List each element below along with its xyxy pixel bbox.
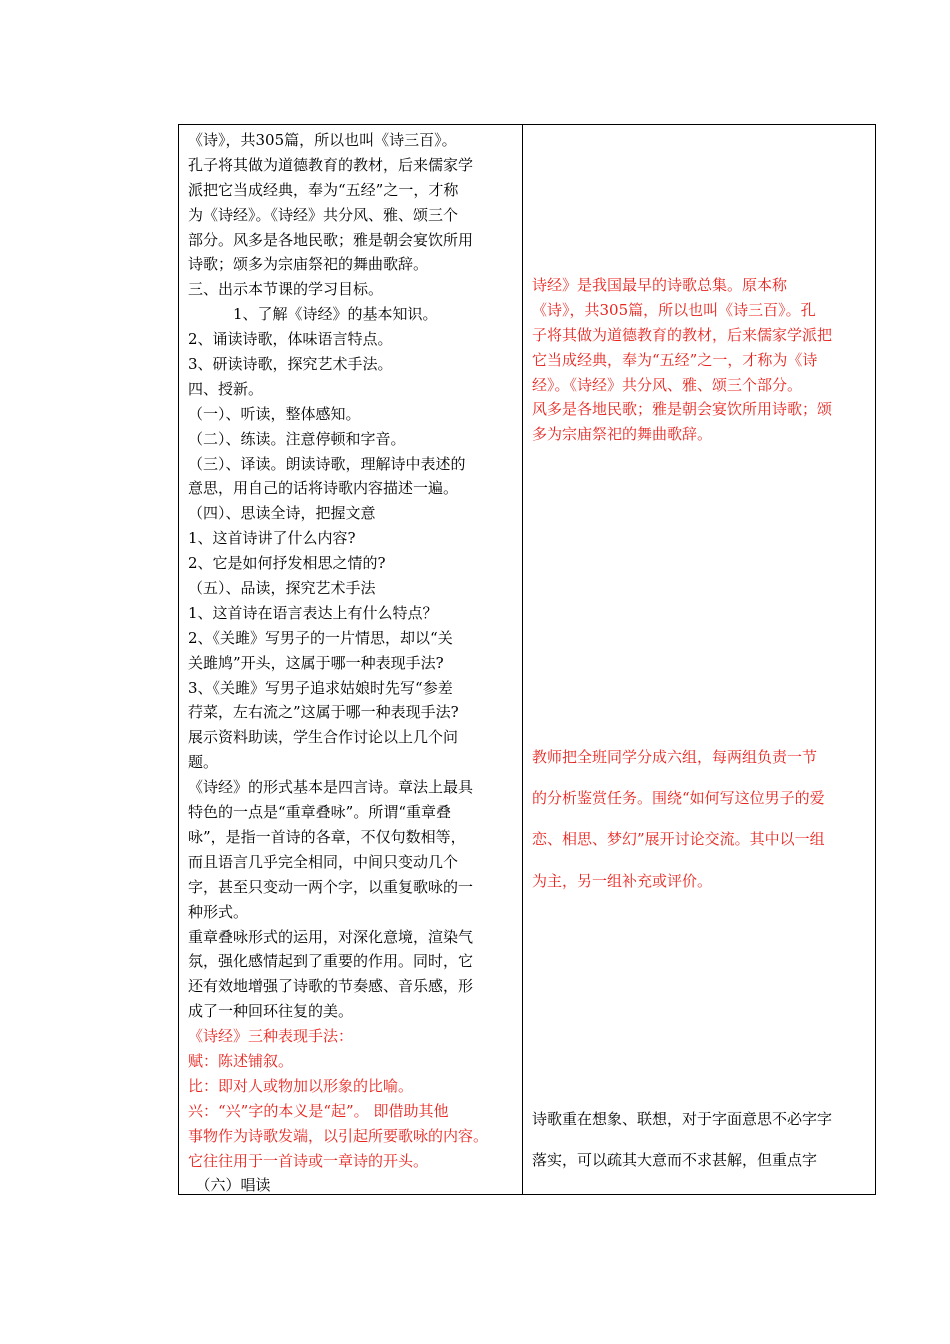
lesson-line: 意思，用自己的话将诗歌内容描述一遍。 [188, 479, 459, 498]
lesson-line: 2、《关雎》写男子的一片情思，却以“关 [188, 628, 453, 647]
lesson-line: 还有效地增强了诗歌的节奏感、音乐感，形 [188, 977, 474, 996]
note-line: 的分析鉴赏任务。围绕“如何写这位男子的爱 [532, 789, 825, 808]
lesson-line: 兴：“兴”字的本义是“起”。 即借助其他 [188, 1101, 449, 1120]
lesson-line: 1、这首诗在语言表达上有什么特点？ [188, 603, 438, 622]
lesson-line: （三）、译读。朗读诗歌，理解诗中表述的 [188, 454, 466, 473]
note-group-discussion [532, 737, 868, 902]
lesson-line: 《诗经》的形式基本是四言诗。章法上最具 [188, 778, 474, 797]
lesson-line: 重章叠咏形式的运用，对深化意境，渲染气 [188, 927, 474, 946]
lesson-line: 它往往用于一首诗或一章诗的开头。 [188, 1151, 429, 1170]
lesson-line: 赋：陈述铺叙。 [188, 1051, 294, 1070]
lesson-line: 1、了解《诗经》的基本知识。 [188, 305, 438, 324]
lesson-line: 《诗》，共305篇，所以也叫《诗三百》。 [188, 131, 457, 149]
lesson-line: 三、出示本节课的学习目标。 [188, 280, 384, 299]
lesson-line: 特色的一点是“重章叠咏”。所谓“重章叠 [188, 803, 452, 822]
note-line: 子将其做为道德教育的教材，后来儒家学派把 [532, 325, 833, 344]
note-line: 恋、相思、梦幻”展开讨论交流。其中以一组 [532, 830, 825, 849]
lesson-table [178, 124, 876, 1195]
lesson-line: 2、它是如何抒发相思之情的? [188, 554, 386, 573]
note-line: 教师把全班同学分成六组，每两组负责一节 [532, 748, 818, 766]
lesson-line: 3、研读诗歌，探究艺术手法。 [188, 355, 393, 374]
note-shijing-intro [532, 273, 868, 447]
note-line: 落实，可以疏其大意而不求甚解，但重点字 [532, 1151, 818, 1170]
lesson-line: （六）唱读 [188, 1176, 271, 1195]
lesson-line: 《诗经》三种表现手法： [188, 1027, 354, 1046]
lesson-line: 种形式。 [188, 902, 249, 921]
note-line: 诗经》是我国最早的诗歌总集。原本称 [532, 276, 788, 294]
note-line: 风多是各地民歌；雅是朝会宴饮所用诗歌；颂 [532, 400, 833, 419]
lesson-line: 孔子将其做为道德教育的教材，后来儒家学 [188, 155, 474, 174]
lesson-line: （四）、思读全诗，把握文意 [188, 504, 376, 523]
lesson-line: 题。 [188, 753, 219, 772]
note-line: 《诗》，共305篇，所以也叫《诗三百》。孔 [532, 300, 816, 319]
note-line: 它当成经典，奉为“五经”之一，才称为《诗 [532, 350, 818, 369]
lesson-line: 2、诵读诗歌，体味语言特点。 [188, 330, 393, 349]
lesson-line: （五）、品读，探究艺术手法 [188, 579, 376, 598]
lesson-line: （一）、听读，整体感知。 [188, 404, 361, 423]
lesson-line: 展示资料助读，学生合作讨论以上几个问 [188, 728, 459, 747]
note-line: 经》。《诗经》共分风、雅、颂三个部分。 [532, 375, 803, 394]
column-divider [522, 125, 523, 1194]
lesson-line: 3、《关雎》写男子追求姑娘时先写“参差 [188, 678, 453, 697]
note-line: 为主，另一组补充或评价。 [532, 871, 713, 890]
note-line: 诗歌重在想象、联想，对于字面意思不必字字 [532, 1110, 833, 1128]
lesson-line: 为《诗经》。《诗经》共分风、雅、颂三个 [188, 205, 459, 224]
lesson-line: 事物作为诗歌发端，以引起所要歌咏的内容。 [188, 1126, 489, 1145]
note-line: 多为宗庙祭祀的舞曲歌辞。 [532, 425, 713, 444]
lesson-line: 派把它当成经典，奉为“五经”之一，才称 [188, 180, 459, 199]
lesson-line: 氛，强化感情起到了重要的作用。同时，它 [188, 952, 474, 971]
lesson-line: 荇菜，左右流之”这属于哪一种表现手法? [188, 703, 459, 722]
lesson-line: （二）、练读。注意停顿和字音。 [188, 429, 406, 448]
lesson-line: 字，甚至只变动一两个字，以重复歌咏的一 [188, 877, 474, 896]
teaching-process-column [188, 128, 516, 1198]
lesson-line: 成了一种回环往复的美。 [188, 1002, 354, 1021]
lesson-line: 1、这首诗讲了什么内容? [188, 529, 356, 548]
lesson-line: 部分。风多是各地民歌；雅是朝会宴饮所用 [188, 230, 474, 249]
note-reading-tip [532, 1099, 868, 1181]
lesson-line: 比：即对人或物加以形象的比喻。 [188, 1076, 414, 1095]
lesson-line: 咏”，是指一首诗的各章，不仅句数相等， [188, 827, 466, 846]
lesson-line: 关雎鸠”开头，这属于哪一种表现手法? [188, 653, 444, 672]
lesson-line: 而且语言几乎完全相同，中间只变动几个 [188, 852, 459, 871]
lesson-line: 四、授新。 [188, 379, 264, 398]
lesson-line: 诗歌；颂多为宗庙祭祀的舞曲歌辞。 [188, 255, 429, 274]
